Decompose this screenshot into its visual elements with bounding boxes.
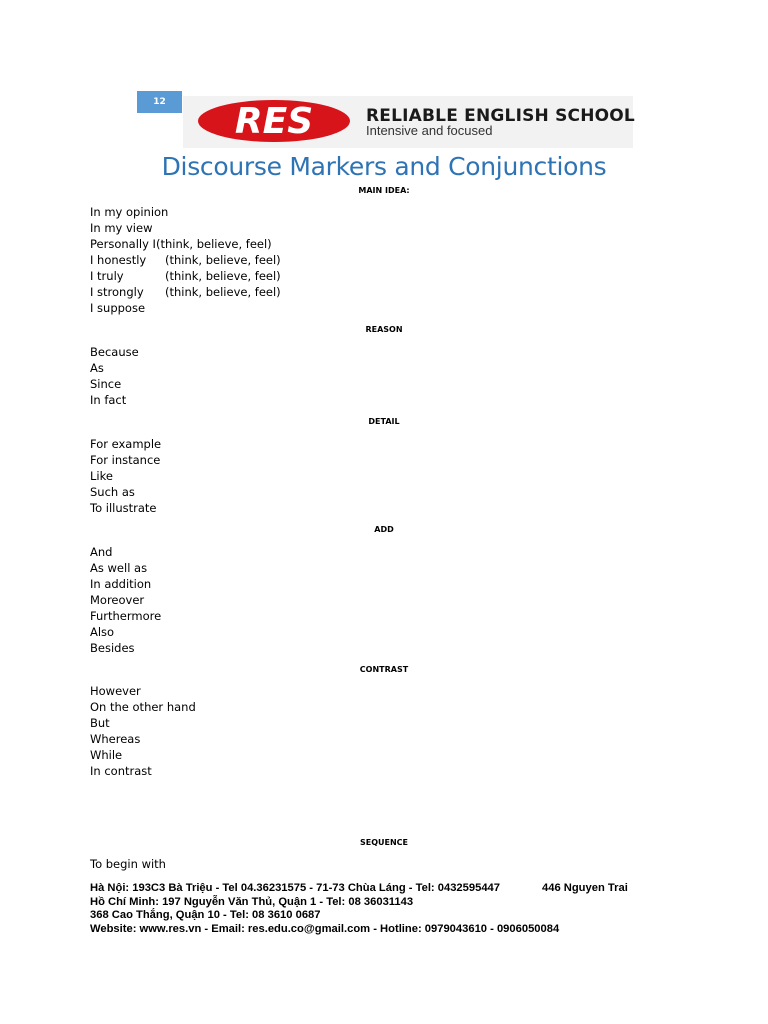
- list-item: I strongly (think, believe, feel): [90, 285, 281, 299]
- heading-detail: DETAIL: [368, 417, 400, 426]
- list-item: Whereas: [90, 732, 141, 746]
- list-item: I truly (think, believe, feel): [90, 269, 281, 283]
- footer-contact: [90, 882, 650, 936]
- list-item: Also: [90, 625, 115, 639]
- heading-main-idea: MAIN IDEA:: [358, 186, 410, 195]
- list-reason: [90, 344, 139, 408]
- footer-line-hanoi: Hà Nội: 193C3 Bà Triệu - Tel 04.36231575 - 71-73 Chùa Láng - Tel: 0432595447 446 Nguyen Trai: [90, 882, 628, 894]
- logo-mark: RES: [234, 101, 314, 142]
- list-item: In my opinion: [90, 205, 169, 219]
- list-item: For instance: [90, 453, 161, 467]
- list-item: Besides: [90, 641, 135, 655]
- page-number: 12: [153, 97, 166, 107]
- list-item: To illustrate: [90, 501, 157, 515]
- list-item: Since: [90, 377, 122, 391]
- list-item: For example: [90, 437, 162, 451]
- heading-sequence: SEQUENCE: [359, 838, 409, 847]
- list-item: But: [90, 716, 110, 730]
- res-logo: [196, 98, 352, 144]
- heading-reason: REASON: [365, 325, 403, 334]
- list-item: I honestly (think, believe, feel): [90, 253, 281, 267]
- page-title: Discourse Markers and Conjunctions: [161, 152, 607, 181]
- school-tagline: Intensive and focused: [366, 123, 493, 138]
- list-item: In contrast: [90, 764, 152, 778]
- list-item: While: [90, 748, 123, 762]
- list-contrast: [90, 683, 196, 779]
- list-item: Moreover: [90, 593, 145, 607]
- list-item: Furthermore: [90, 609, 162, 623]
- heading-add: ADD: [374, 525, 394, 534]
- list-main-idea: [90, 204, 281, 316]
- page-number-badge: [137, 91, 182, 113]
- footer-line-website: Website: www.res.vn - Email: res.edu.co@gmail.com - Hotline: 0979043610 - 0906050084: [90, 922, 560, 935]
- list-item: As: [90, 361, 104, 375]
- list-detail: [90, 436, 161, 516]
- list-item: Like: [90, 469, 113, 483]
- list-add: [90, 544, 161, 656]
- list-item: To begin with: [90, 857, 166, 871]
- list-item: Because: [90, 345, 139, 359]
- heading-contrast: CONTRAST: [359, 665, 409, 674]
- footer-line-district10: 368 Cao Thắng, Quận 10 - Tel: 08 3610 0687: [90, 909, 321, 921]
- list-item: On the other hand: [90, 700, 196, 714]
- list-item: Such as: [90, 485, 135, 499]
- list-item: Personally I (think, believe, feel): [90, 237, 272, 251]
- list-item: In addition: [90, 577, 152, 591]
- footer-line-hanoi-right: 446 Nguyen Trai: [542, 882, 628, 894]
- list-item: In fact: [90, 393, 127, 407]
- list-sequence: [90, 856, 166, 872]
- list-item: In my view: [90, 221, 153, 235]
- list-item: However: [90, 684, 141, 698]
- list-item: I suppose: [90, 301, 146, 315]
- list-item: And: [90, 545, 113, 559]
- footer-line-hcm: Hồ Chí Minh: 197 Nguyễn Văn Thủ, Quận 1 - Tel: 08 36031143: [90, 895, 414, 908]
- list-item: As well as: [90, 561, 148, 575]
- school-name: RELIABLE ENGLISH SCHOOL: [366, 106, 635, 126]
